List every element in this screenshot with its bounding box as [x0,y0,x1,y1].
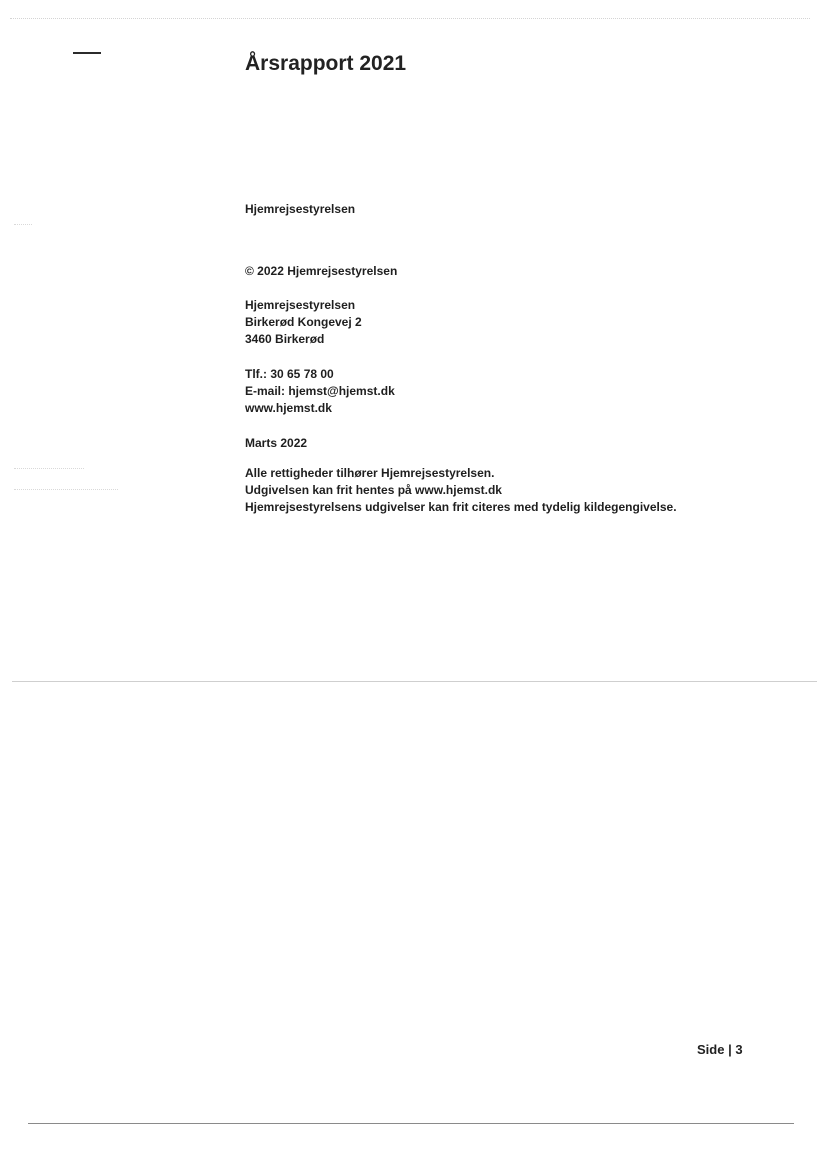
contact-block [245,366,395,417]
contact-website: www.hjemst.dk [245,401,332,415]
rights-line: Alle rettigheder tilhører Hjemrejsestyrelsen. [245,466,495,480]
publisher-name: Hjemrejsestyrelsen [245,202,356,216]
scan-artifact-margin-mark [14,224,32,225]
scan-artifact-top-line [10,18,810,19]
rights-line: Udgivelsen kan frit hentes på www.hjemst.dk [245,483,502,497]
scan-fold-line [12,681,817,682]
address-name: Hjemrejsestyrelsen [245,298,356,312]
scan-artifact-margin-mark [14,468,84,469]
contact-email: E-mail: hjemst@hjemst.dk [245,384,395,398]
header-dash-mark [73,52,101,54]
contact-phone: Tlf.: 30 65 78 00 [245,367,334,381]
address-block [245,297,362,348]
scan-artifact-margin-mark [14,489,118,490]
page-number: Side | 3 [697,1042,743,1057]
footer-rule [28,1123,794,1124]
address-city: 3460 Birkerød [245,332,325,346]
address-street: Birkerød Kongevej 2 [245,315,362,329]
copyright-notice: © 2022 Hjemrejsestyrelsen [245,264,398,278]
document-title: Årsrapport 2021 [245,52,407,75]
publication-date: Marts 2022 [245,436,308,450]
rights-block [245,465,677,516]
rights-line: Hjemrejsestyrelsens udgivelser kan frit citeres med tydelig kildegengivelse. [245,500,677,514]
